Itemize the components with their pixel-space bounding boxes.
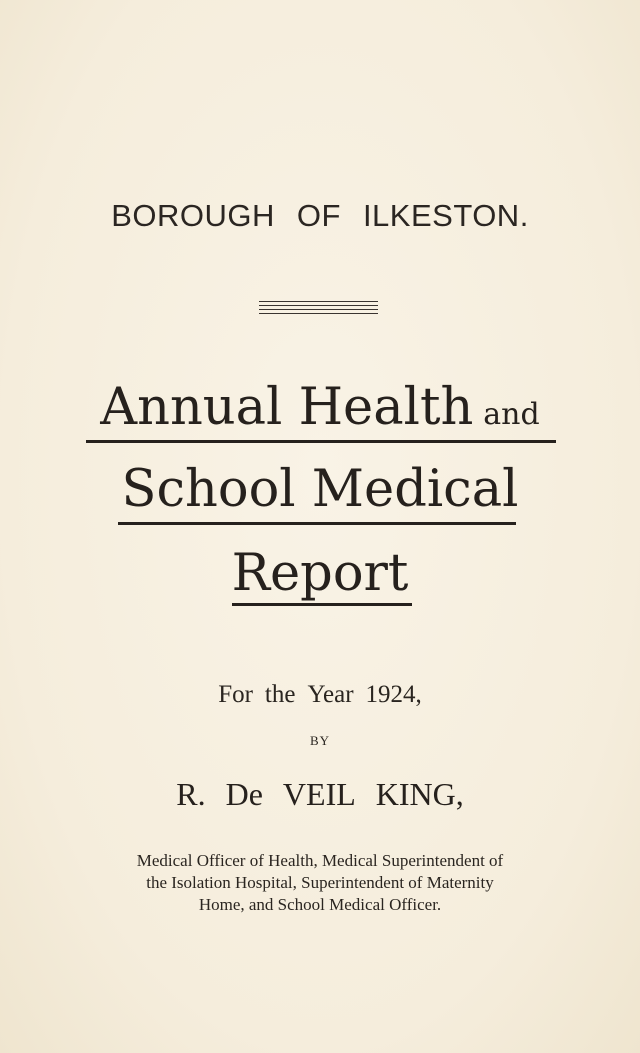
title-underline-1 — [86, 440, 556, 443]
decorative-rule — [259, 301, 378, 315]
title-line-3 — [0, 544, 640, 603]
title-underline-3 — [232, 603, 412, 606]
author-name — [0, 776, 640, 813]
title-underline-2 — [118, 522, 516, 525]
title-and: and — [483, 397, 540, 432]
title-line-1 — [0, 378, 640, 437]
year-the: the — [264, 681, 296, 708]
borough-heading — [0, 198, 640, 234]
year-word: Year — [307, 681, 354, 708]
heading-borough: BOROUGH — [111, 198, 275, 233]
author-particle: De — [225, 776, 263, 812]
year-for: For — [218, 681, 253, 708]
title-report: Report — [231, 544, 409, 603]
description-line-3: Home, and School Medical Officer. — [198, 895, 442, 914]
heading-of: OF — [296, 198, 341, 233]
year-number: 1924, — [365, 681, 422, 708]
author-name1: VEIL — [282, 776, 356, 812]
title-school-medical: School Medical — [121, 460, 519, 519]
description-line-1: Medical Officer of Health, Medical Superintendent of — [136, 851, 504, 870]
author-initial: R. — [176, 776, 206, 812]
heading-town: ILKESTON. — [362, 198, 529, 233]
author-description — [90, 850, 550, 916]
description-line-2: the Isolation Hospital, Superintendent of Maternity — [146, 873, 494, 892]
by-label: BY — [309, 733, 331, 748]
year-line — [0, 681, 640, 709]
title-annual-health: Annual Health — [100, 378, 474, 437]
title-line-2 — [0, 460, 640, 519]
author-name2: KING, — [375, 776, 464, 812]
